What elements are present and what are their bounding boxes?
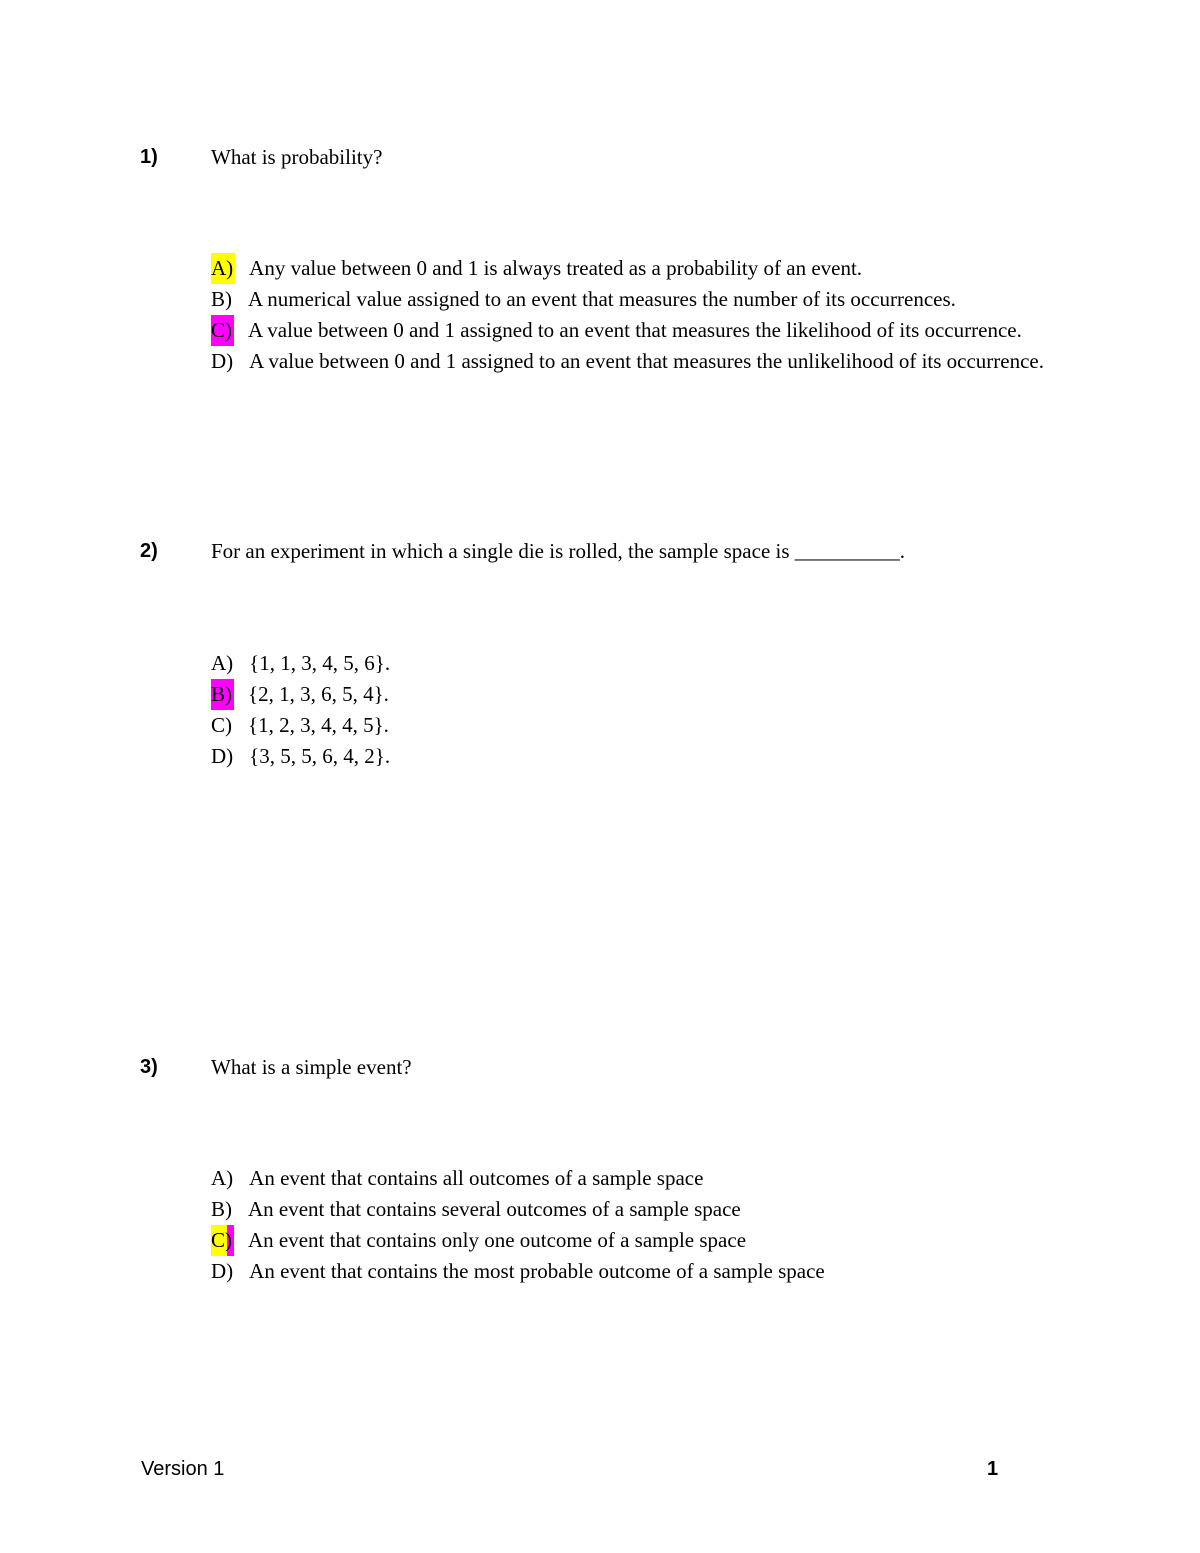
option-letter: B) — [211, 679, 234, 710]
option-letter: A) — [211, 1166, 234, 1190]
option-letter: C) — [211, 713, 232, 737]
option-text: An event that contains all outcomes of a sample space — [249, 1166, 704, 1190]
question-number: 2) — [140, 540, 158, 562]
option-letter: A) — [211, 253, 235, 284]
option-a[interactable] — [211, 1163, 1061, 1194]
option-text: {3, 5, 5, 6, 4, 2}. — [249, 744, 391, 768]
option-b[interactable] — [211, 1194, 1061, 1225]
option-d[interactable] — [211, 1256, 1061, 1287]
question-text: For an experiment in which a single die is rolled, the sample space is __________. — [211, 539, 906, 563]
option-c[interactable] — [211, 1225, 1061, 1256]
option-text: A value between 0 and 1 assigned to an event that measures the likelihood of its occurrence. — [248, 318, 1022, 342]
option-b[interactable] — [211, 284, 1061, 315]
option-letter: C) — [211, 315, 234, 346]
option-b[interactable] — [211, 679, 1061, 710]
question-number: 1) — [140, 146, 158, 168]
option-letter: C) — [211, 1225, 234, 1256]
option-c[interactable] — [211, 315, 1061, 346]
option-a[interactable] — [211, 253, 1061, 284]
option-letter: D) — [211, 744, 234, 768]
option-text: {1, 2, 3, 4, 4, 5}. — [248, 713, 389, 737]
option-c[interactable] — [211, 710, 1061, 741]
option-text: Any value between 0 and 1 is always treated as a probability of an event. — [249, 256, 863, 280]
option-text: A value between 0 and 1 assigned to an event that measures the unlikelihood of its occurrence. — [249, 349, 1045, 373]
option-text: An event that contains only one outcome of a sample space — [248, 1228, 747, 1252]
option-d[interactable] — [211, 741, 1061, 772]
question-2-options — [211, 648, 1061, 772]
option-text: An event that contains several outcomes of a sample space — [248, 1197, 741, 1221]
option-letter: B) — [211, 287, 232, 311]
question-text: What is a simple event? — [211, 1055, 412, 1079]
question-3-options — [211, 1163, 1061, 1287]
option-d[interactable] — [211, 346, 1061, 377]
option-text: {2, 1, 3, 6, 5, 4}. — [248, 682, 389, 706]
option-text: An event that contains the most probable outcome of a sample space — [249, 1259, 825, 1283]
footer-version: Version 1 — [141, 1458, 225, 1480]
question-1-options — [211, 253, 1061, 377]
option-letter: D) — [211, 349, 234, 373]
option-text: A numerical value assigned to an event that measures the number of its occurrences. — [248, 287, 956, 311]
option-text: {1, 1, 3, 4, 5, 6}. — [249, 651, 391, 675]
option-letter: B) — [211, 1197, 232, 1221]
question-text: What is probability? — [211, 145, 383, 169]
footer-page-number: 1 — [987, 1458, 999, 1480]
option-a[interactable] — [211, 648, 1061, 679]
question-number: 3) — [140, 1056, 158, 1078]
option-letter: A) — [211, 651, 234, 675]
option-letter: D) — [211, 1259, 234, 1283]
